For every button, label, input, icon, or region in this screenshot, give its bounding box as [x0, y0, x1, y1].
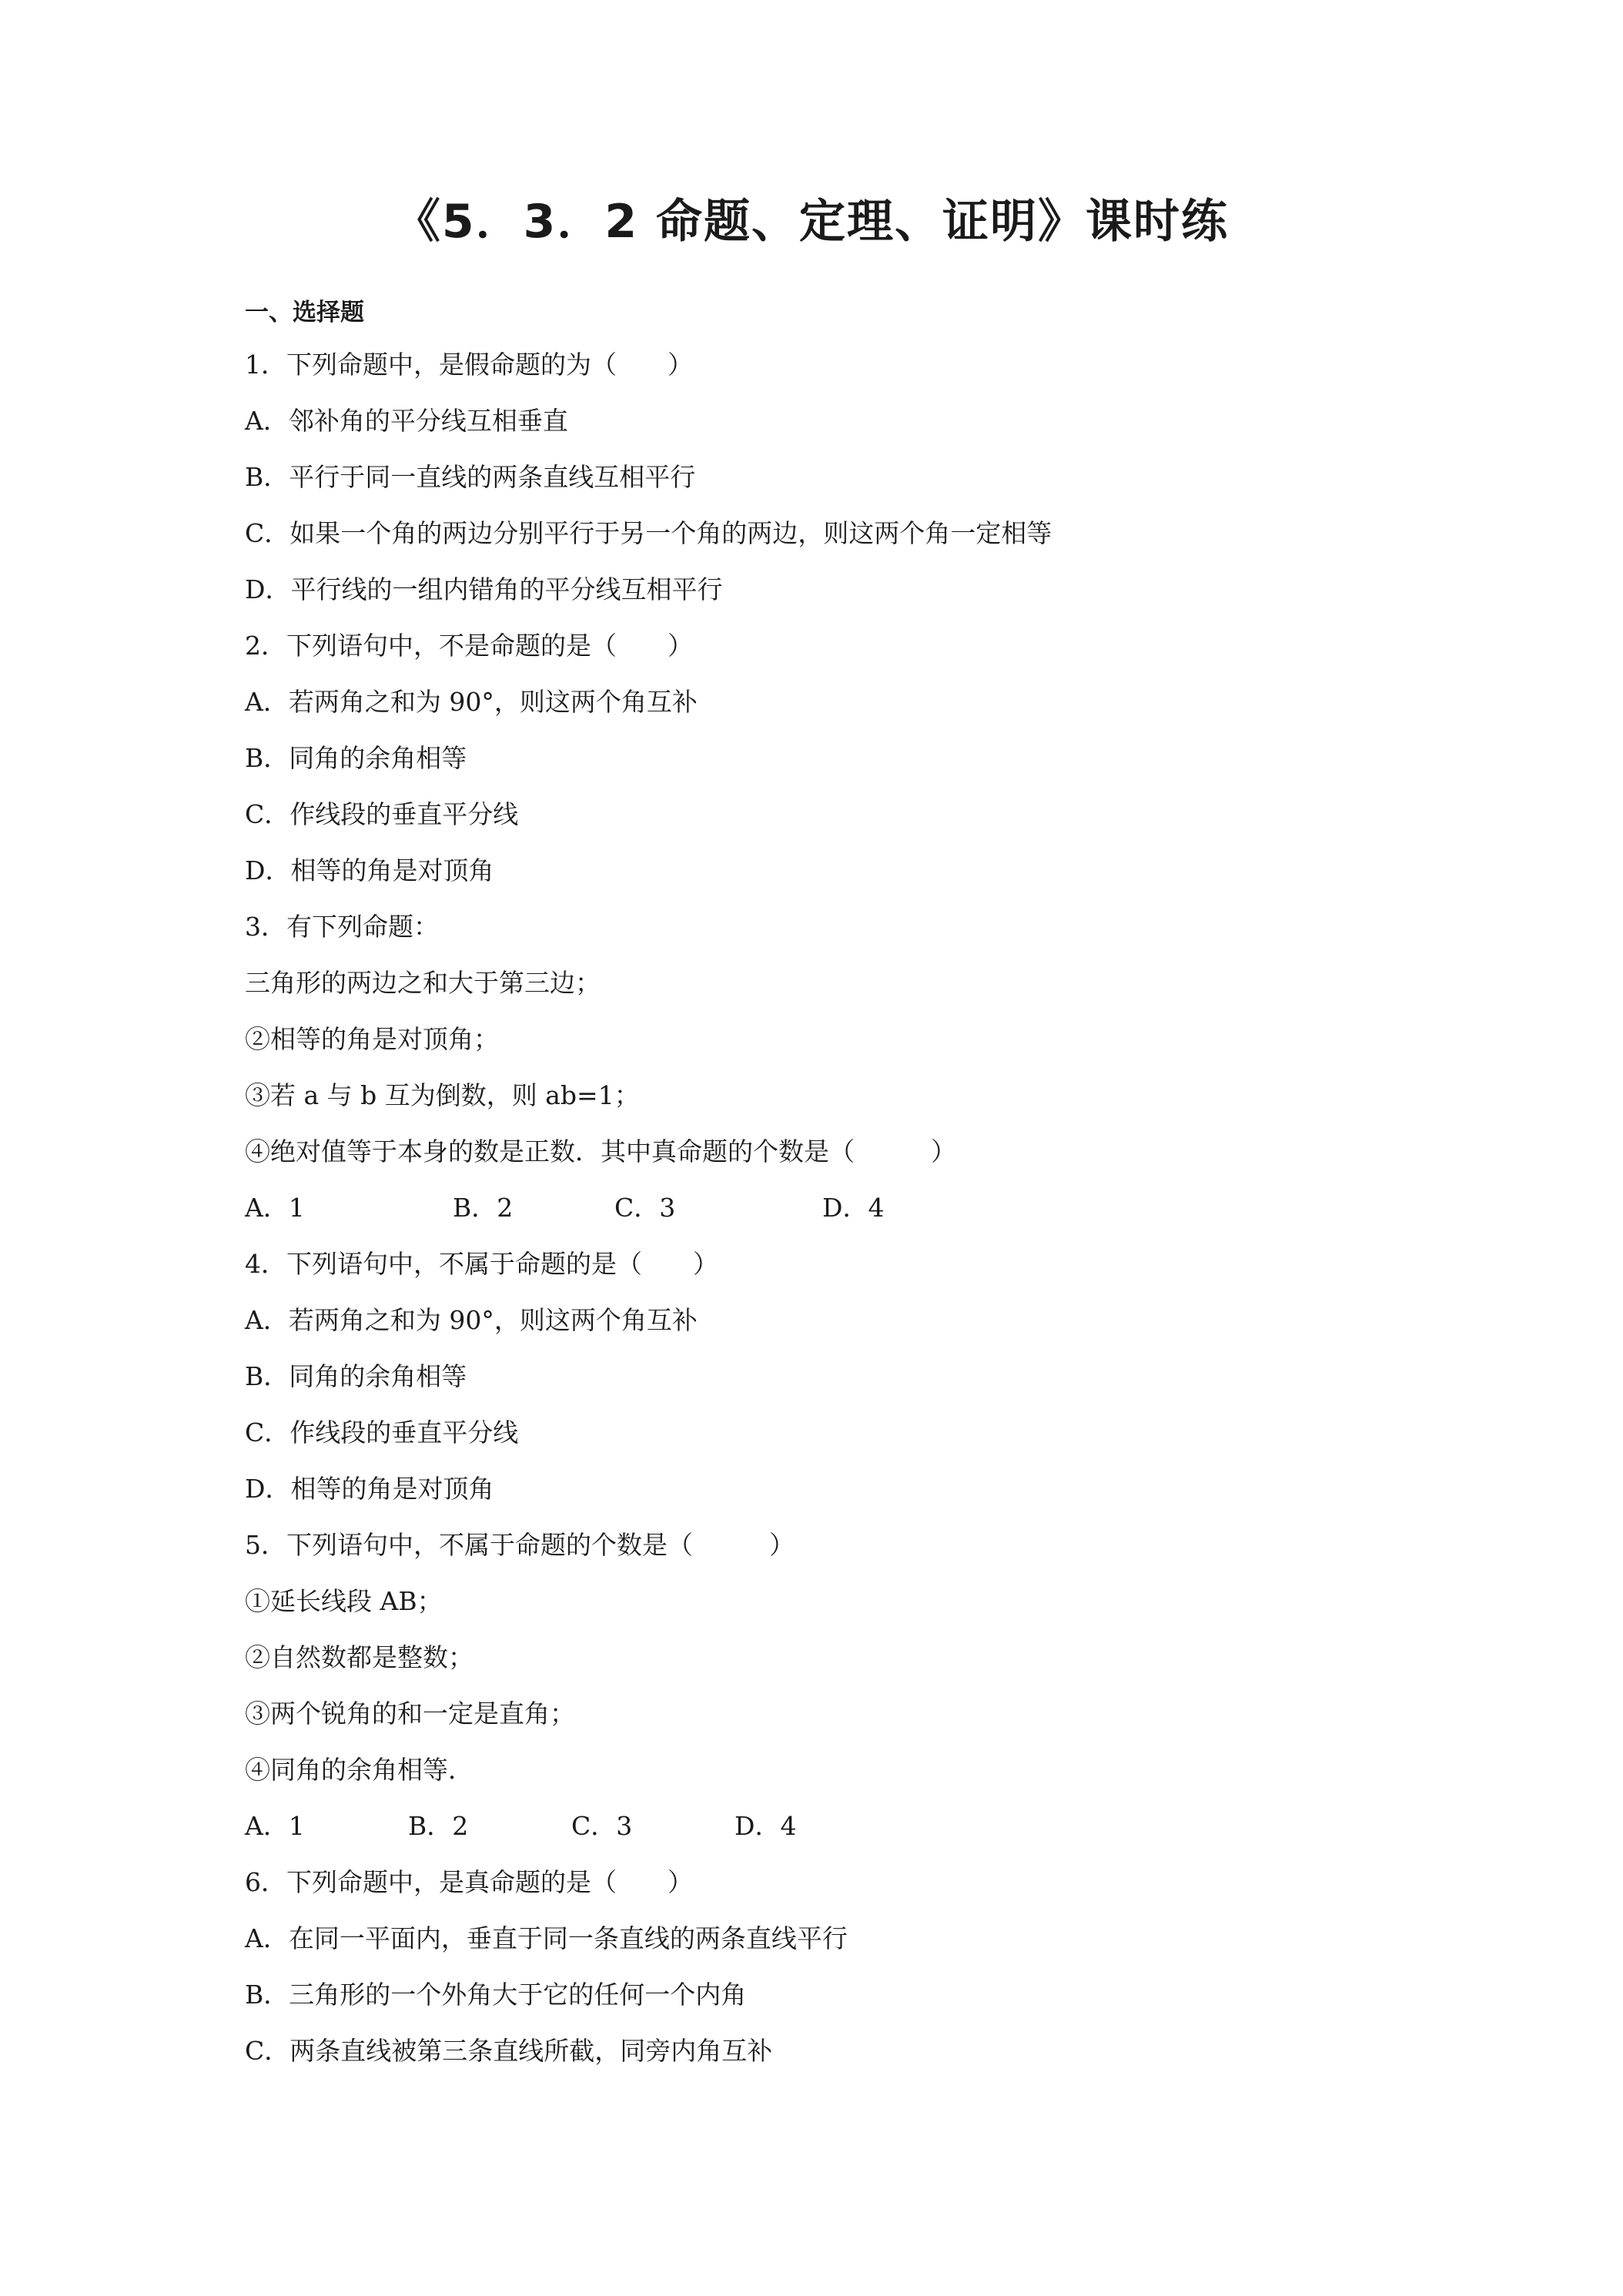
- q5-stem: 5．下列语句中，不属于命题的个数是（ ）: [245, 1530, 795, 1560]
- q2-option-c: C．作线段的垂直平分线: [245, 799, 519, 829]
- q1-option-b: B．平行于同一直线的两条直线互相平行: [245, 462, 696, 492]
- q5-statement-1: ①延长线段 AB；: [245, 1586, 443, 1616]
- q5-statement-2: ②自然数都是整数；: [245, 1642, 474, 1672]
- q5-option-d: D．4: [735, 1811, 797, 1841]
- q6-option-a: A．在同一平面内，垂直于同一条直线的两条直线平行: [245, 1923, 848, 1953]
- q1-option-c: C．如果一个角的两边分别平行于另一个角的两边，则这两个角一定相等: [245, 518, 1052, 548]
- q2-option-b: B．同角的余角相等: [245, 743, 467, 773]
- q2-stem: 2．下列语句中，不是命题的是（ ）: [245, 631, 693, 661]
- q3-stem: 3．有下列命题：: [245, 912, 439, 942]
- q6-option-b: B．三角形的一个外角大于它的任何一个内角: [245, 1980, 747, 2010]
- q4-stem: 4．下列语句中，不属于命题的是（ ）: [245, 1249, 718, 1279]
- q2-option-d: D．相等的角是对顶角: [245, 855, 494, 885]
- q3-statement-3: ③若 a 与 b 互为倒数，则 ab=1；: [245, 1080, 640, 1110]
- q4-option-a: A．若两角之和为 90°，则这两个角互补: [245, 1305, 698, 1335]
- q4-option-b: B．同角的余角相等: [245, 1361, 467, 1391]
- q3-option-a: A．1: [245, 1193, 305, 1223]
- q5-option-a: A．1: [245, 1811, 305, 1841]
- q1-option-d: D．平行线的一组内错角的平分线互相平行: [245, 574, 723, 604]
- q1-stem: 1．下列命题中，是假命题的为（ ）: [245, 350, 693, 380]
- q3-option-d: D．4: [822, 1193, 885, 1223]
- q5-option-c: C．3: [571, 1811, 633, 1841]
- q6-stem: 6．下列命题中，是真命题的是（ ）: [245, 1867, 693, 1897]
- q3-statement-2: ②相等的角是对顶角；: [245, 1024, 499, 1054]
- q5-statement-4: ④同角的余角相等．: [245, 1755, 474, 1785]
- section-heading: 一、选择题: [245, 299, 364, 326]
- q6-option-c: C．两条直线被第三条直线所截，同旁内角互补: [245, 2036, 773, 2066]
- q3-option-c: C．3: [614, 1193, 676, 1223]
- q3-statement-1: 三角形的两边之和大于第三边；: [245, 968, 601, 998]
- q4-option-d: D．相等的角是对顶角: [245, 1474, 494, 1504]
- q3-option-b: B．2: [453, 1193, 514, 1223]
- q5-option-b: B．2: [408, 1811, 469, 1841]
- q5-statement-3: ③两个锐角的和一定是直角；: [245, 1699, 575, 1729]
- q3-statement-4: ④绝对值等于本身的数是正数．其中真命题的个数是（ ）: [245, 1136, 956, 1166]
- q1-option-a: A．邻补角的平分线互相垂直: [245, 406, 568, 436]
- page-title: 《5．3．2 命题、定理、证明》课时练: [393, 195, 1230, 249]
- q4-option-c: C．作线段的垂直平分线: [245, 1417, 519, 1448]
- q2-option-a: A．若两角之和为 90°，则这两个角互补: [245, 687, 698, 717]
